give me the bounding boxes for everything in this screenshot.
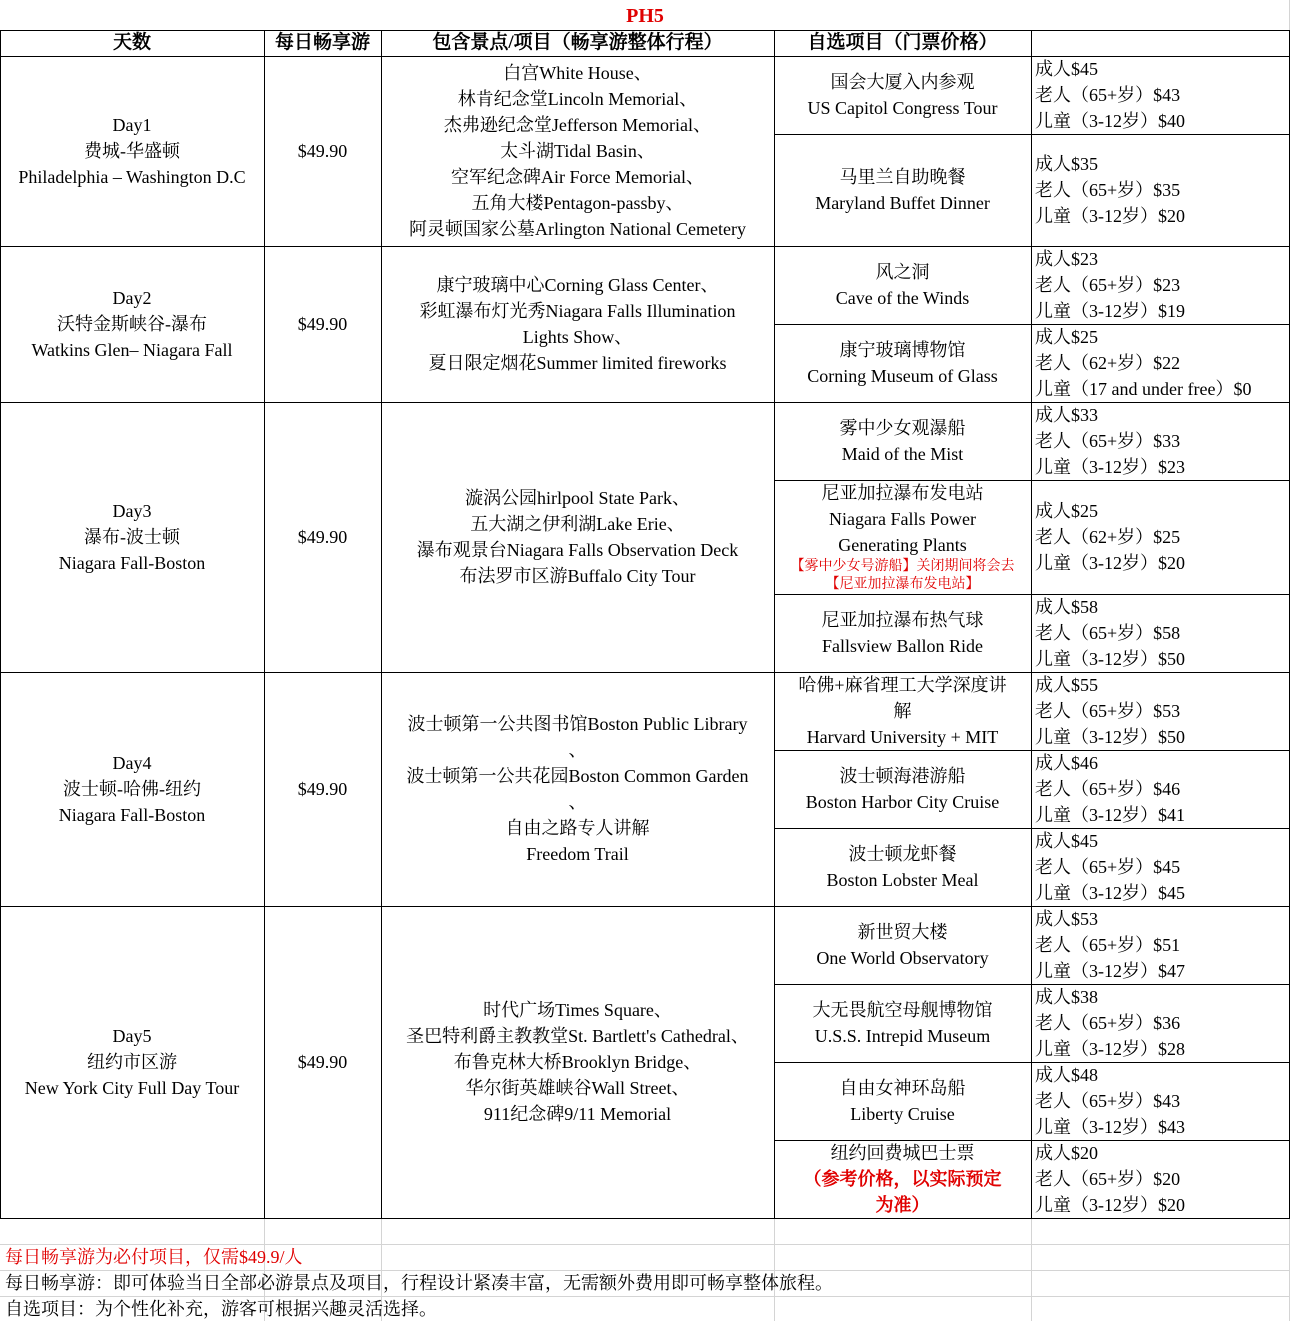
option-name-cell: [774, 594, 1031, 672]
sight-item: 五角大楼Pentagon-passby、: [471, 193, 684, 213]
option-name: Maryland Buffet Dinner: [815, 193, 990, 213]
option-name-cell: [774, 1062, 1031, 1140]
option-name: 解: [893, 701, 912, 721]
column-header-label: 自选项目（门票价格）: [807, 32, 998, 53]
day-label: 沃特金斯峡谷-瀑布: [57, 314, 207, 334]
sight-item: 阿灵顿国家公墓Arlington National Cemetery: [409, 219, 746, 239]
day-cell: [0, 672, 264, 906]
column-header: [774, 30, 1031, 56]
option-name: 哈佛+麻省理工大学深度讲: [798, 675, 1007, 695]
footer-note: 每日畅享游：即可体验当日全部必游景点及项目，行程设计紧凑丰富，无需额外费用即可畅享整体旅程。: [5, 1273, 833, 1293]
option-name: 康宁玻璃博物馆: [839, 340, 966, 360]
column-header: [0, 30, 264, 56]
option-price: 成人$25: [1035, 501, 1098, 521]
sight-item: 911纪念碑9/11 Memorial: [483, 1104, 672, 1124]
grid-line: [0, 30, 1, 1218]
option-price: 成人$55: [1035, 675, 1098, 695]
option-name-cell: [774, 324, 1031, 402]
option-note: 为准）: [875, 1195, 930, 1215]
option-price-cell: [1031, 672, 1289, 750]
option-price: 儿童（3-12岁）$41: [1035, 805, 1185, 825]
option-name: 尼亚加拉瀑布发电站: [821, 483, 984, 503]
grid-line: [0, 1218, 1290, 1219]
day-label: Day1: [112, 115, 152, 135]
sight-item: Freedom Trail: [526, 844, 629, 864]
option-name: 雾中少女观瀑船: [839, 418, 966, 438]
day-label: Niagara Fall-Boston: [58, 805, 206, 825]
sights-cell: [381, 402, 774, 672]
grid-line: [381, 30, 382, 1218]
option-name-cell: [774, 672, 1031, 750]
option-note: （参考价格，以实际预定: [803, 1169, 1002, 1189]
option-price: 儿童（3-12岁）$47: [1035, 961, 1185, 981]
day-label: Day5: [112, 1026, 152, 1046]
daily-price-cell: [264, 402, 381, 672]
option-price: 老人（62+岁）$22: [1035, 353, 1181, 373]
option-price: 儿童（3-12岁）$50: [1035, 649, 1185, 669]
option-name: Generating Plants: [838, 535, 967, 555]
option-price: 儿童（3-12岁）$40: [1035, 111, 1185, 131]
option-name: 纽约回费城巴士票: [830, 1143, 975, 1163]
option-name-cell: [774, 56, 1031, 134]
sight-item: 漩涡公园hirlpool State Park、: [465, 488, 690, 508]
sight-item: 时代广场Times Square、: [483, 1000, 672, 1020]
option-name-cell: [774, 1140, 1031, 1218]
option-price: 儿童（3-12岁）$23: [1035, 457, 1185, 477]
option-price: 老人（65+岁）$20: [1035, 1169, 1181, 1189]
option-price-cell: [1031, 56, 1289, 134]
option-price-cell: [1031, 828, 1289, 906]
sight-item: 林肯纪念堂Lincoln Memorial、: [457, 89, 698, 109]
option-name: Harvard University + MIT: [806, 727, 999, 747]
option-price-cell: [1031, 480, 1289, 594]
sight-item: 夏日限定烟花Summer limited fireworks: [428, 353, 727, 373]
grid-line: [0, 402, 1290, 403]
option-price: 成人$45: [1035, 59, 1098, 79]
day-cell: [0, 56, 264, 246]
option-name: US Capitol Congress Tour: [807, 98, 998, 118]
grid-line: [774, 480, 1290, 481]
day-label: Day2: [112, 288, 152, 308]
grid-line: [0, 56, 1290, 57]
sights-cell: [381, 906, 774, 1218]
option-name: 波士顿龙虾餐: [848, 844, 957, 864]
sight-item: 空军纪念碑Air Force Memorial、: [451, 167, 704, 187]
grid-line: [1031, 30, 1032, 1218]
option-name-cell: [774, 134, 1031, 246]
option-price-cell: [1031, 984, 1289, 1062]
option-price: 成人$45: [1035, 831, 1098, 851]
option-price: 老人（65+岁）$46: [1035, 779, 1181, 799]
option-price: 儿童（3-12岁）$50: [1035, 727, 1185, 747]
grid-line: [774, 324, 1290, 325]
day-label: 波士顿-哈佛-纽约: [63, 779, 201, 799]
option-name: Corning Museum of Glass: [807, 366, 998, 386]
option-price: 成人$35: [1035, 154, 1098, 174]
sight-item: 太斗湖Tidal Basin、: [500, 141, 655, 161]
sight-item: 白宫White House、: [503, 63, 652, 83]
option-price: 儿童（3-12岁）$20: [1035, 1195, 1185, 1215]
daily-price-cell: [264, 672, 381, 906]
option-price: 成人$38: [1035, 987, 1098, 1007]
option-name: Niagara Falls Power: [829, 509, 976, 529]
sight-item: Lights Show、: [522, 327, 633, 347]
daily-price: $49.90: [297, 527, 348, 547]
option-price: 儿童（3-12岁）$20: [1035, 553, 1185, 573]
sight-item: 波士顿第一公共图书馆Boston Public Library: [407, 714, 748, 734]
option-price: 老人（65+岁）$43: [1035, 85, 1181, 105]
option-price: 儿童（17 and under free）$0: [1035, 379, 1252, 399]
day-cell: [0, 246, 264, 402]
sight-item: 圣巴特利爵主教教堂St. Bartlett's Cathedral、: [406, 1026, 749, 1046]
option-price: 老人（65+岁）$35: [1035, 180, 1181, 200]
option-price-cell: [1031, 594, 1289, 672]
option-name: Fallsview Ballon Ride: [822, 636, 983, 656]
column-header-label: 天数: [112, 32, 151, 53]
option-name: 国会大厦入内参观: [830, 72, 975, 92]
option-name: 风之洞: [875, 262, 930, 282]
option-note: 【雾中少女号游船】关闭期间将会去: [790, 559, 1015, 574]
option-name-cell: [774, 402, 1031, 480]
option-price: 老人（65+岁）$33: [1035, 431, 1181, 451]
option-price: 成人$48: [1035, 1065, 1098, 1085]
sights-cell: [381, 672, 774, 906]
sight-item: 瀑布观景台Niagara Falls Observation Deck: [416, 540, 739, 560]
daily-price: $49.90: [297, 314, 348, 334]
grid-line: [774, 1062, 1290, 1063]
option-name: Cave of the Winds: [835, 288, 970, 308]
option-price: 老人（65+岁）$58: [1035, 623, 1181, 643]
option-name-cell: [774, 984, 1031, 1062]
option-price: 成人$46: [1035, 753, 1098, 773]
daily-price: $49.90: [297, 779, 348, 799]
option-note: 【尼亚加拉瀑布发电站】: [825, 577, 980, 592]
grid-line: [0, 672, 1290, 673]
grid-line: [774, 1218, 775, 1321]
option-price-cell: [1031, 906, 1289, 984]
option-price-cell: [1031, 1062, 1289, 1140]
sight-item: 康宁玻璃中心Corning Glass Center、: [436, 275, 719, 295]
day-label: Niagara Fall-Boston: [58, 553, 206, 573]
day-label: Watkins Glen– Niagara Fall: [31, 340, 233, 360]
option-name: One World Observatory: [816, 948, 989, 968]
option-name: 新世贸大楼: [857, 922, 948, 942]
column-header-label: 包含景点/项目（畅享游整体行程）: [432, 32, 723, 53]
option-name-cell: [774, 246, 1031, 324]
option-price: 老人（65+岁）$23: [1035, 275, 1181, 295]
option-name: U.S.S. Intrepid Museum: [814, 1026, 991, 1046]
day-label: Philadelphia – Washington D.C: [18, 167, 246, 187]
grid-line: [774, 594, 1290, 595]
grid-line: [774, 750, 1290, 751]
day-label: Day4: [112, 753, 152, 773]
sight-item: 彩虹瀑布灯光秀Niagara Falls Illumination: [419, 301, 736, 321]
grid-line: [1031, 1218, 1032, 1321]
page-title-text: PH5: [626, 5, 664, 27]
option-price: 老人（62+岁）$25: [1035, 527, 1181, 547]
option-price: 儿童（3-12岁）$28: [1035, 1039, 1185, 1059]
grid-line: [774, 984, 1290, 985]
option-price: 儿童（3-12岁）$43: [1035, 1117, 1185, 1137]
option-name: Boston Lobster Meal: [826, 870, 979, 890]
option-price: 成人$23: [1035, 249, 1098, 269]
option-price: 老人（65+岁）$51: [1035, 935, 1181, 955]
day-label: Day3: [112, 501, 152, 521]
option-price: 老人（65+岁）$53: [1035, 701, 1181, 721]
option-price: 成人$33: [1035, 405, 1098, 425]
option-name-cell: [774, 828, 1031, 906]
sight-item: 波士顿第一公共花园Boston Common Garden: [406, 766, 749, 786]
grid-line: [264, 30, 265, 1218]
option-price: 老人（65+岁）$45: [1035, 857, 1181, 877]
footer-note: 每日畅享游为必付项目，仅需$49.9/人: [5, 1247, 303, 1267]
sight-item: 五大湖之伊利湖Lake Erie、: [470, 514, 685, 534]
sight-item: 、: [568, 792, 587, 812]
sights-cell: [381, 56, 774, 246]
option-name: 自由女神环岛船: [839, 1078, 966, 1098]
option-price: 老人（65+岁）$36: [1035, 1013, 1181, 1033]
grid-line: [0, 246, 1290, 247]
daily-price: $49.90: [297, 141, 348, 161]
grid-line: [774, 1140, 1290, 1141]
option-name-cell: [774, 480, 1031, 594]
option-price: 儿童（3-12岁）$19: [1035, 301, 1185, 321]
day-label: New York City Full Day Tour: [24, 1078, 240, 1098]
sight-item: 杰弗逊纪念堂Jefferson Memorial、: [443, 115, 712, 135]
day-label: 费城-华盛顿: [84, 141, 180, 161]
option-name: 马里兰自助晚餐: [839, 167, 966, 187]
option-name: Boston Harbor City Cruise: [805, 792, 1000, 812]
daily-price: $49.90: [297, 1052, 348, 1072]
grid-line: [774, 30, 775, 1218]
option-price-cell: [1031, 134, 1289, 246]
option-price: 儿童（3-12岁）$20: [1035, 206, 1185, 226]
option-name: 波士顿海港游船: [839, 766, 966, 786]
daily-price-cell: [264, 246, 381, 402]
option-name: Maid of the Mist: [841, 444, 964, 464]
sights-cell: [381, 246, 774, 402]
daily-price-cell: [264, 56, 381, 246]
day-cell: [0, 906, 264, 1218]
day-cell: [0, 402, 264, 672]
column-header-label: 每日畅享游: [274, 32, 370, 53]
option-price-cell: [1031, 750, 1289, 828]
grid-line: [774, 828, 1290, 829]
grid-line: [0, 30, 1290, 31]
option-name: 尼亚加拉瀑布热气球: [821, 610, 984, 630]
column-header: [264, 30, 381, 56]
option-name: Liberty Cruise: [850, 1104, 955, 1124]
day-label: 瀑布-波士顿: [84, 527, 180, 547]
page-title: [0, 2, 1290, 30]
option-name-cell: [774, 906, 1031, 984]
sight-item: 华尔街英雄峡谷Wall Street、: [465, 1078, 690, 1098]
option-price-cell: [1031, 402, 1289, 480]
sight-item: 布鲁克林大桥Brooklyn Bridge、: [453, 1052, 702, 1072]
option-price-cell: [1031, 246, 1289, 324]
grid-line: [774, 134, 1290, 135]
option-price: 成人$53: [1035, 909, 1098, 929]
sight-item: 、: [568, 740, 587, 760]
option-price-cell: [1031, 1140, 1289, 1218]
sight-item: 自由之路专人讲解: [505, 818, 650, 838]
option-price: 成人$58: [1035, 597, 1098, 617]
option-price: 老人（65+岁）$43: [1035, 1091, 1181, 1111]
option-name-cell: [774, 750, 1031, 828]
option-price: 成人$20: [1035, 1143, 1098, 1163]
day-label: 纽约市区游: [87, 1052, 177, 1072]
option-price-cell: [1031, 324, 1289, 402]
footer-note: 自选项目：为个性化补充，游客可根据兴趣灵活选择。: [5, 1299, 437, 1319]
sight-item: 布法罗市区游Buffalo City Tour: [459, 566, 696, 586]
option-name: 大无畏航空母舰博物馆: [812, 1000, 993, 1020]
option-price: 成人$25: [1035, 327, 1098, 347]
option-price: 儿童（3-12岁）$45: [1035, 883, 1185, 903]
column-header: [381, 30, 774, 56]
grid-line: [0, 906, 1290, 907]
daily-price-cell: [264, 906, 381, 1218]
